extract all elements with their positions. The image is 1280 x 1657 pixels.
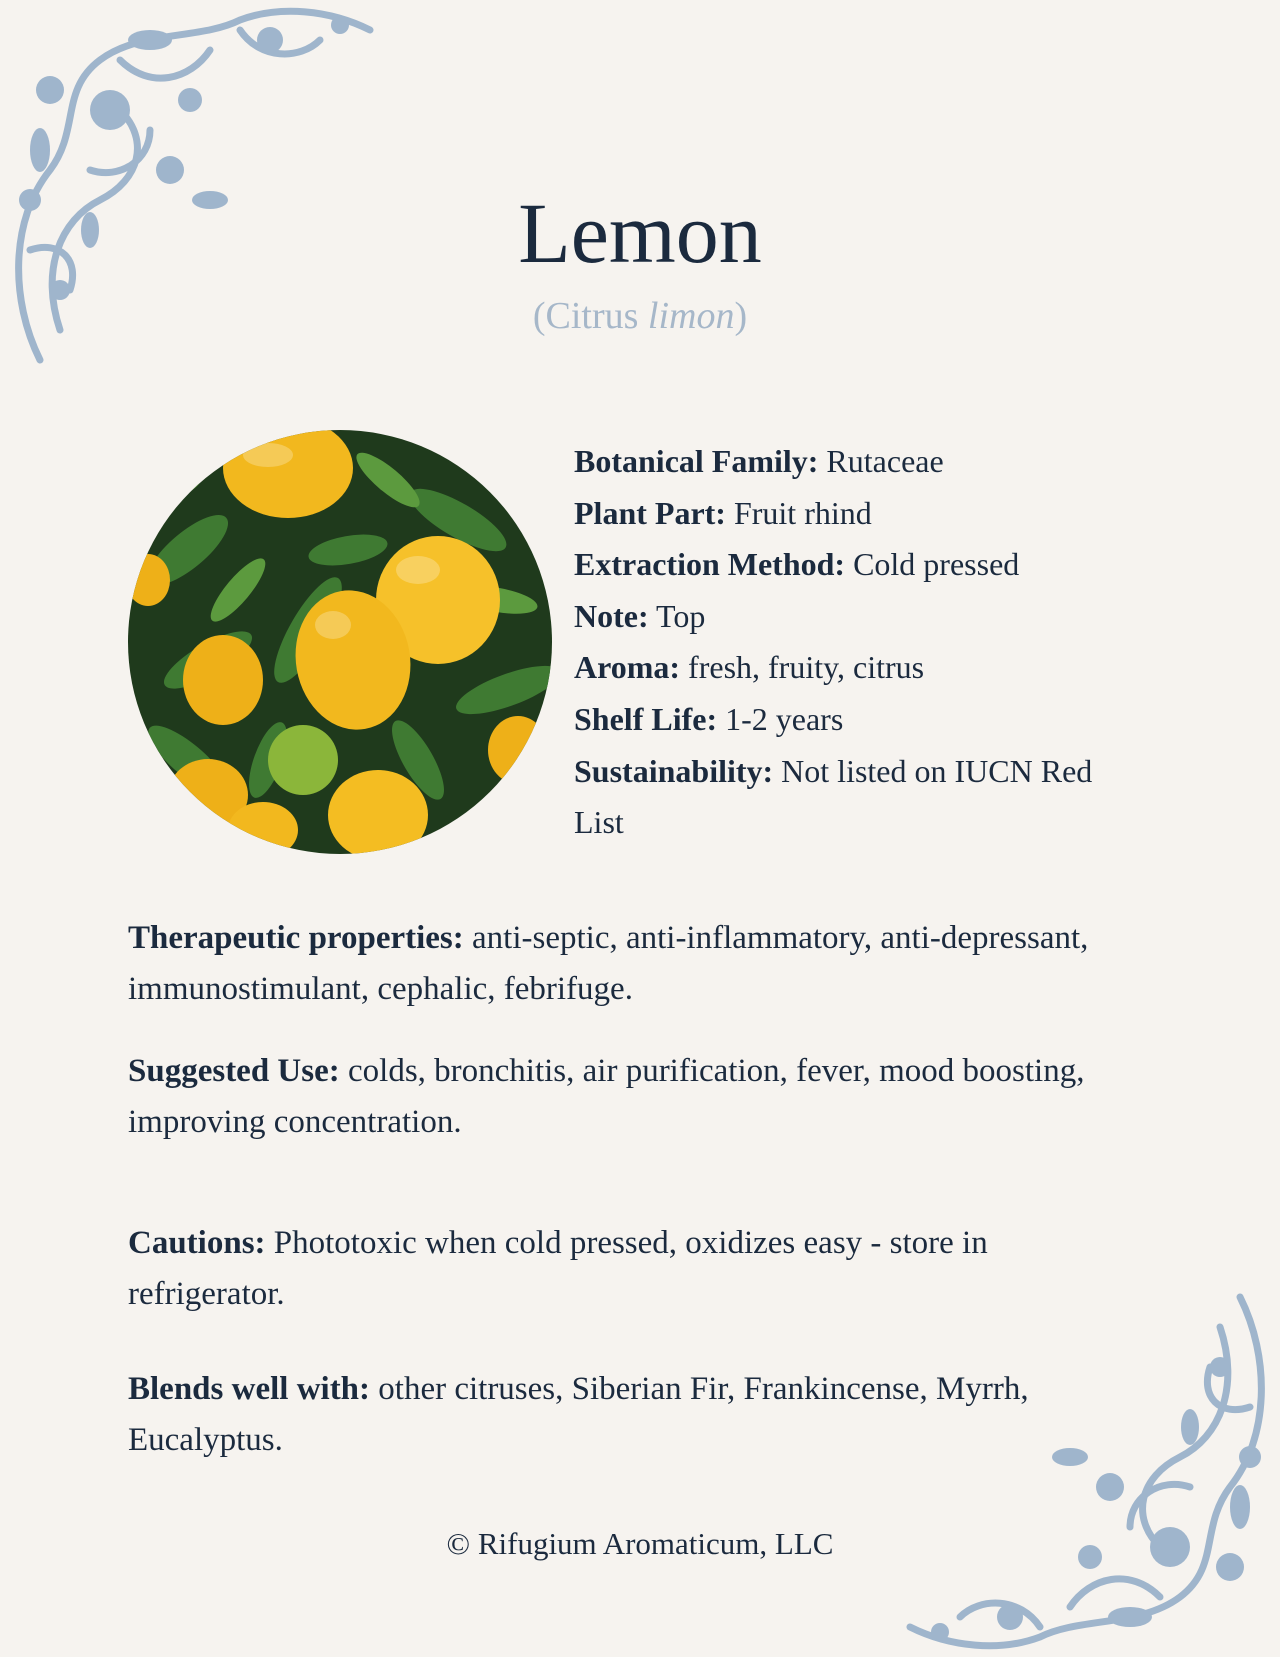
therapeutic-text: anti-septic, anti-inflammatory, anti-depressant, immunostimulant, cephalic, febrifuge. xyxy=(128,920,1089,1007)
botanical-name xyxy=(0,294,1280,338)
fact-value: 1-2 years xyxy=(717,700,844,737)
cautions xyxy=(128,1218,1138,1320)
cautions-text: Phototoxic when cold pressed, oxidizes easy - store in refrigerator. xyxy=(128,1225,988,1312)
fact-extraction-method xyxy=(574,539,1134,591)
fact-label: Sustainability: xyxy=(574,752,774,789)
therapeutic-label: Therapeutic properties: xyxy=(128,920,464,956)
fact-label: Extraction Method: xyxy=(574,546,846,583)
therapeutic-properties xyxy=(128,913,1138,1015)
fact-label: Shelf Life: xyxy=(574,700,718,737)
fact-value: Fruit rhind xyxy=(725,494,872,531)
fact-label: Plant Part: xyxy=(574,494,726,531)
botanical-name-close: ) xyxy=(734,295,748,337)
fact-plant-part xyxy=(574,488,1134,540)
copyright-footer: © Rifugium Aromaticum, LLC xyxy=(446,1526,834,1561)
fact-label: Aroma: xyxy=(574,649,681,686)
floral-corner-ornament-icon xyxy=(900,1277,1280,1657)
fact-sustainability xyxy=(574,746,1134,849)
blends-label: Blends well with: xyxy=(128,1371,371,1407)
botanical-name-open: (Citrus xyxy=(532,295,648,337)
fact-shelf-life xyxy=(574,694,1134,746)
fact-label: Note: xyxy=(574,597,649,634)
fact-value: fresh, fruity, citrus xyxy=(680,649,925,686)
suggested-use-text: colds, bronchitis, air purification, fever, mood boosting, improving concentration. xyxy=(128,1053,1085,1140)
blends-well-with xyxy=(128,1364,1138,1466)
suggested-use xyxy=(128,1046,1138,1148)
page-title: Lemon xyxy=(518,185,762,281)
fact-label: Botanical Family: xyxy=(574,443,819,479)
fact-note xyxy=(574,591,1134,643)
fact-value: Not listed on IUCN Red List xyxy=(574,752,1093,841)
lemon-tree-photo xyxy=(128,430,552,854)
fact-value: Rutaceae xyxy=(818,443,944,479)
fact-value: Top xyxy=(648,597,706,634)
cautions-label: Cautions: xyxy=(128,1225,266,1261)
fact-list xyxy=(574,436,1134,849)
blends-text: other citruses, Siberian Fir, Frankincense, Myrrh, Eucalyptus. xyxy=(128,1371,1029,1458)
fact-botanical-family xyxy=(574,436,1134,488)
fact-aroma xyxy=(574,642,1134,694)
fact-value: Cold pressed xyxy=(845,546,1020,583)
suggested-use-label: Suggested Use: xyxy=(128,1053,340,1089)
botanical-name-species: limon xyxy=(647,295,735,337)
